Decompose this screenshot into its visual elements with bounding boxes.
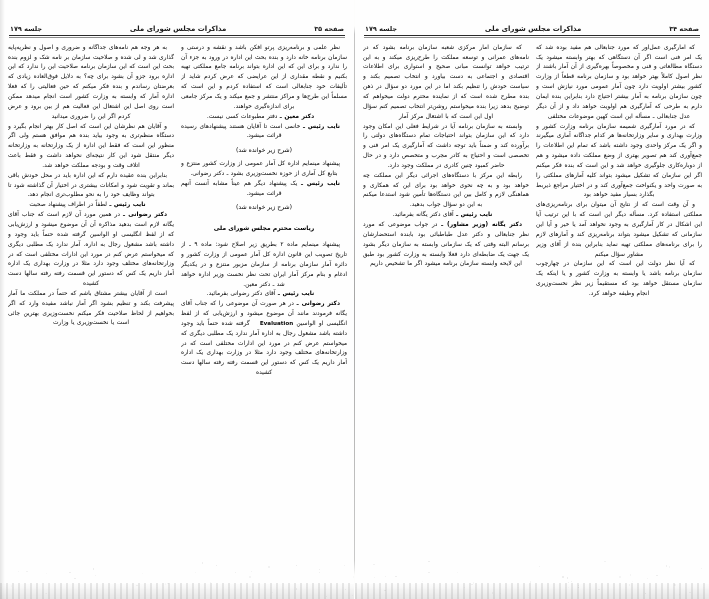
running-head-page-34	[362, 18, 702, 34]
scan-grime-bottom	[0, 583, 354, 599]
session-label: جلسه ۱۷۹	[365, 25, 398, 33]
body-paragraph: که در مورد آمارگیری شمیمه سازمان برنامه وزارت کشور و وزارت بهداری و سایر وزارتخانه‌ها هر کدام جداگانه آماری میگیرند و اگر یک مرکز واحدی وجود داشته باشد که تمام این اطلاعات را جمع‌آوری کند هم تصویر بهتری از وضع مملکت داده میشود و هم از دوباره‌کاری جلوگیری خواهد شد و این است که بنده فکر میکنم اگر این سازمان که تشکیل میشود بتواند کلیه آمارهای مملکتی را به صورت واحد و یکنواخت جمع‌آوری کند و در اختیار مراجع ذیربط بگذارد بسیار مفید خواهد بود	[536, 123, 702, 199]
speaker-paragraph: دکتر رضوانی ـ در هر صورت آن موضوعی را که جناب آقای یگانه فرمودند مانند آن موضوع میشود و ارزش‌یابی که از لفظ انگلیسی او الواسین Evaluation گرفته شده حتماً باید وجود داشته باشد مشغول رجال به اداره آمار ندارد یک مطلبی دیگری که میخواستم عرض کنم در مورد این ادارات مختلفی است که در وزارتخانه‌های مختلف وجود دارد مثلا در وزارت بهداری یک اداره آمار داریم یک کس که دستور این قسمت رفته رفته سالها دست کشیده	[181, 301, 347, 377]
page-35-right-column	[181, 44, 347, 564]
speaker-paragraph: نایب رئیس ـ آقای دکتر یگانه بفرمائید.	[392, 212, 493, 219]
header-rule	[364, 35, 700, 36]
body-paragraph: پیشنهاد مینمایم ماده ۲ بطریق زیر اصلاح شود: ماده ۹ ـ از تاریخ تصویب این قانون اداره کل آمار عمومی از وزارت کشور و دائره آمار سازمان برنامه از سازمان مزبور منتزع و در یکدیگر ادغام و بنام مرکز آمار ایران تحت نظر نخست وزیر اداره خواهد شد ـ دکتر معین.	[181, 242, 347, 288]
document-title-header: مذاکرات مجلس شورای ملی	[484, 25, 582, 33]
running-head-page-35	[7, 18, 347, 34]
page-35	[0, 0, 354, 599]
page-34-left-column	[363, 44, 529, 564]
speaker-name: دکتر یگانه (وزیر مشاور) ـ	[441, 221, 522, 228]
body-paragraph: پیشنهاد مینمایم اداره کل آمار عمومی از وزارت کشور منتزع و بتابع کل آماری از حوزه نخست‌وزیری بشود ـ دکتر رضوانی.	[181, 161, 340, 177]
speaker-name: نایب رئیس ـ	[303, 123, 340, 130]
body-paragraph: به هر وجه هم نامه‌های جداگانه و ضروری و اصول و نظریه‌پایه گذاری شد و لی شده و صلاحیت سازمان بر نامه شک و لزوم بنده بحث این است که این سازمان برنامه صلاحیت این را ندارد که این اداره برود جزو آن بشود برای چه؟ به دلایل فوق‌العاده زیادی که بعرضتان رساندم و بنده فکر میکنم که حین فعالیتی را که فعلا اداره آمار که وابسته به وزارت کشور است انجام میدهد ممکن است روی اصل این اشتغال این فعالیت هم از بین برود و عرض کردم اگر این را ضروری میدانید	[8, 44, 174, 120]
body-paragraph: که سازمان آمار مرکزی شعبه سازمان برنامه بشود که در نامه‌های عمرانی و توسعه مملکت را طرح‌ریزی میکند و به این ترتیب خواهد توانست مبانی صحیح و استواری برای اطلاعات اقتصادی و اجتماعی به دست بیاورد و انتخاب تصمیم بکند و سیاست خودش را تنظیم بکند اما در این مورد دو سؤال در ذهن بنده مطرح شده است که از نماینده محترم دولت میخواهم که توضیح بدهد زیرا بنده میخواستم روشن‌تر انتخاب تصمیم کنم سؤال اول این است که با اشتغال مرکز آمار	[363, 44, 529, 120]
speaker-paragraph: دکتر رضوانی ـ در همین مورد آن لازم است که جناب آقای یگانه لازم است بدهید مذاکره آن آن موضوع میشود و ارزش‌یابی که از لفظ انگلیسی او الواسین گرفته شده حتماً باید وجود و داشته باشد مشغول رجال به اداره. آمار ندارد یک مطلبی دیگری که میخواستم عرض کنم در مورد این ادارات مختلفی است که در وزارتخانه‌های مختلف وجود دارد مثلا در وزارت بهداری یک اداره آمار داریم یک کس که دستور این قسمت رفته رفته سالها دست کشیده	[8, 212, 174, 288]
speaker-paragraph: نایب رئیس ـ خانمی است تا آقایان هستند پیشنهادهای رسیده قرائت میشود.	[181, 123, 340, 140]
speaker-name: نایب رئیس ـ	[301, 180, 340, 187]
session-label: جلسه ۱۷۹	[10, 25, 43, 33]
speaker-name: نایب رئیس ـ	[109, 202, 146, 209]
body-paragraph: و آقایان هم نظرشان این است که اصل کار بهتر انجام بگیرد و دستگاه منظم‌تری به وجود بیاید بنده هم موافق هستم ولی اگر منظور این است که فقط این اداره از یک وزارتخانه به وزارتخانه دیگر منتقل شود این کار نتیجه‌ای نخواهد داشت و فقط باعث اتلاف وقت و بودجه مملکت خواهد شد.	[8, 123, 174, 169]
body-paragraph: است از آقایان بیشتر مشتاق باشم که حتماً در مملکت ما آمار پیشرفت بکند و تنظیم بشود اگر آمار نباشد مفیده وارد که اگر بخواهیم از لحاظ صلاحیت فکر میکنم نخست‌وزیری بهترین جائی است یا نخست‌وزیری یا وزارت	[8, 290, 174, 327]
page-35-columns	[7, 44, 347, 564]
page-number-label: صفحه ۳۵	[314, 25, 344, 33]
body-paragraph: بنابراین بنده عقیده دارم که این اداره باید در محل خودش باقی بماند و تقویت شود و امکانات بیشتری در اختیار آن گذاشته شود تا بتواند وظایف خود را به نحو مطلوب‌تری انجام دهد.	[8, 172, 174, 199]
body-paragraph: و آن وقت است که از نتایج آن میتوان برای برنامه‌ریزی‌های مملکتی استفاده کرد. مسأله دیگر این است که با این ترتیب آیا این اشکال در کار آمارگیری به وجود نخواهد آمد یا خیر و آیا این سازمانی که تشکیل میشود بتواند برنامه‌ریزی کند و آمارهای لازم را برای برنامه‌های مملکتی تهیه نماید بنابراین بنده از آقای وزیر مشاور سؤال میکنم	[536, 202, 702, 258]
body-paragraph: رابطه این مرکز با دستگاه‌های اجرائی دیگر این مملکت چه خواهد بود و به چه نحوی خواهد بود برای این که همکاری و هماهنگی لازم و کامل بین این دستگاه‌ها تأمین شود استدعا میکنم به این دو سؤال جواب بدهید.	[363, 172, 529, 209]
speaker-name: دکتر رضوانی ـ	[296, 301, 340, 308]
latin-term: Evaluation	[259, 320, 294, 327]
speaker-paragraph: نایب رئیس ـ یک پیشنهاد دیگر هم عیناً مشابه آنست آنهم قرائت میشود.	[181, 180, 340, 197]
page-number-label: صفحه ۳۴	[669, 25, 699, 33]
speaker-paragraph: نایب رئیس ـ لطفاً در اطراف پیشنهاد صحبت	[29, 202, 146, 209]
speaker-paragraph: دکتر یگانه (وزیر مشاور) ـ در جواب موضوعی که مورد نظر جنابعالی و دکتر عدل طباطبائی بود بابنده استحضارشان برسانم البته وقتی که یک سازمانی وابسته به سازمان دیگر بشود یک جهت یک ضابطه‌ای دارد فعلا وابسته به وزارت کشور بود طبق این لایحه وابسته سازمان برنامه میشود اگر ما تشخیص داریم	[363, 221, 529, 268]
reading-note: (شرح زیر خوانده شد)	[236, 204, 292, 212]
speaker-name: نایب رئیس ـ	[456, 212, 493, 219]
speaker-name: دکتر معین ـ	[279, 113, 315, 120]
header-rule	[9, 35, 345, 36]
page-35-left-column	[8, 44, 174, 564]
body-paragraph: نظر علمی و برنامه‌ریزی پرتو افکن باشد و نقشه و درستی و سازمان برنامه خانه دارد و بنده بحث این اداره در ورود به جزء آن را ندارد و برای این که این اداره بتواند برنامه جامع مملکتی تهیه بکنیم و نقطه مقداری از این عرایضی که عرض کردم شاید از تألیفات خود جنابعالی است که استفاده کردم و این است که مسلماً این طرح‌ها و مراکز منتشر و جمع میکند و یک مرکز جامعی برای اندازه‌گیری خواهند.	[181, 44, 347, 110]
speaker-paragraph: دکتر معین ـ دفتر مطبوعات کسی نیست.	[206, 113, 315, 120]
reading-note: (شرح زیر خوانده شد)	[236, 147, 292, 155]
body-paragraph: وابسته به سازمان برنامه آیا در شرایط فعلی این امکان وجود دارد که این سازمان بتواند احتیاجات تمام دستگاه‌های دولتی را برآورده کند و ضمناً باید توجه داشت که آمارگیری یک امر فنی و تخصصی است و احتیاج به کادر مجرب و متخصص دارد و در حال حاضر کمبود چنین کادری در مملکت وجود دارد.	[363, 123, 529, 169]
header-rule-secondary	[364, 37, 700, 38]
speaker-name: نایب رئیس ـ	[277, 291, 315, 298]
speaker-paragraph: نایب رئیس ـ آقای دکتر رضوانی بفرمائید.	[206, 291, 315, 298]
page-34	[355, 0, 709, 599]
body-paragraph: که آیا نظر دولت این است که این سازمان در چهارچوب سازمان برنامه باشد یا وابسته به وزارت کشور و یا اینکه یک سازمان مستقل خواهد بود که مستقیماً زیر نظر نخست‌وزیری انجام وظیفه خواهد کرد.	[536, 261, 702, 297]
page-34-columns	[362, 44, 702, 564]
section-heading: ریاست محترم مجلس شورای ملی	[213, 225, 315, 233]
page-34-right-column	[536, 44, 702, 564]
speaker-name: دکتر رضوانی ـ	[123, 212, 167, 219]
page-edge-shadow	[0, 0, 5, 599]
document-title-header: مذاکرات مجلس شورای ملی	[129, 25, 227, 33]
scan-grime-bottom	[355, 583, 709, 599]
header-rule-secondary	[9, 37, 345, 38]
body-paragraph: که آمارگیری عمل‌آور که مورد جنابعالی هم مفید بوده شد که یک امر فنی است اگر آن دستگاهی که بهتر وابسته میشود یک دستگاه مطالعاتی و فنی و مخصوصاً بهره‌گیری از آن آمار باشند از نظر اصول کاملاً بهتر خواهد بود و سازمان برنامه قطعاً از وزارت کشور بیشتر اولویت دارد چون آمار عمومی مورد نیازش است و چون سازمان برنامه به آمار بیشتر احتیاج دارد بنابراین بنده ایمان دارم به طرحی که آمارگیری هم اولویت خواهد داد و از آن دیگر عدل جنابعالی ـ مسأله این است کهین موضوعات مختلفی	[536, 44, 702, 120]
